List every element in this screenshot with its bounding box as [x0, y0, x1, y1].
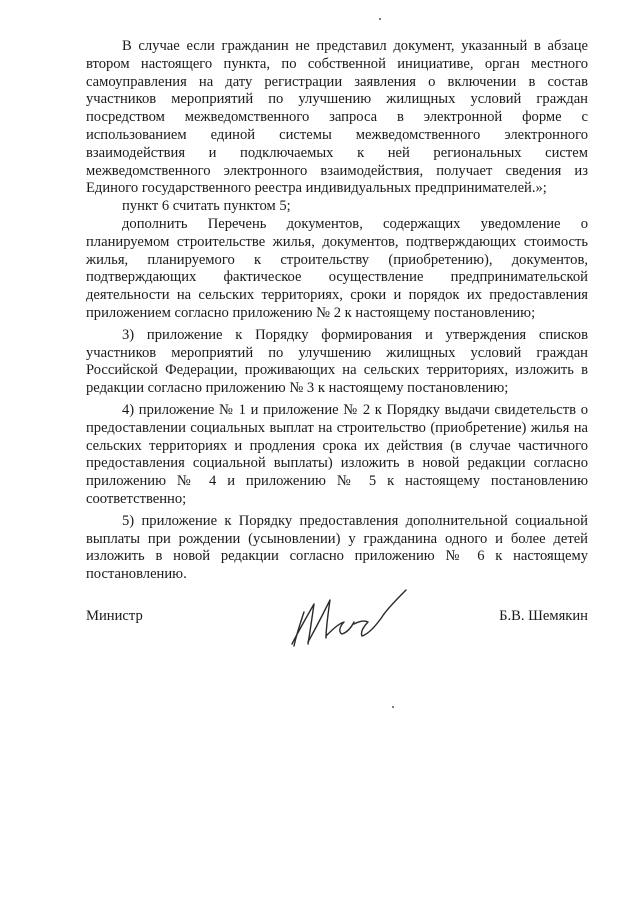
paragraph-6: 5) приложение к Порядку предоставления дополнительной социальной выплаты при рождении (усыновлении) у гражданина одного и более детей изложить в новой редакции согласно приложению № 6 к настоящему постановлению. [86, 512, 588, 583]
document-body [86, 38, 588, 584]
scan-speck-bottom [392, 706, 394, 708]
signatory-name: Б.В. Шемякин [499, 608, 588, 624]
paragraph-5: 4) приложение № 1 и приложение № 2 к Порядку выдачи свидетельств о предоставлении социальных выплат на строительство (приобретение) жилья на сельских территориях и продления срока их действия (в случае частичного предоставления социальной выплаты) изложить в новой редакции согласно приложению № 4 и приложению № 5 к настоящему постановлению соответственно; [86, 401, 588, 507]
paragraph-4: 3) приложение к Порядку формирования и утверждения списков участников мероприятий по улучшению жилищных условий граждан Российской Федерации, проживающих на сельских территориях, изложить в редакции согласно приложению № 3 к настоящему постановлению; [86, 326, 588, 397]
scan-speck-top [379, 18, 381, 20]
paragraph-2: пункт 6 считать пунктом 5; [122, 198, 291, 215]
signatory-title: Министр [86, 608, 143, 624]
signature-row [86, 606, 588, 646]
paragraph-3: дополнить Перечень документов, содержащих уведомление о планируемом строительстве жилья, документов, подтверждающих стоимость жилья, планируемого к строительству (приобретению), документов, подтверждающих фактическое осуществление предпринимательской деятельности на сельских территориях, сроки и порядок их предоставления приложением согласно приложению № 2 к настоящему постановлению; [86, 215, 588, 321]
paragraph-1: В случае если гражданин не представил документ, указанный в абзаце втором настоящего пункта, по собственной инициативе, орган местного самоуправления на дату регистрации заявления о включении в состав участников мероприятий по улучшению жилищных условий граждан посредством межведомственного запроса в электронной форме с использованием единой системы межведомственного электронного взаимодействия и подключаемых к ней региональных систем межведомственного электронного взаимодействия, получает сведения из Единого государственного реестра индивидуальных предпринимателей.»; [86, 38, 588, 197]
